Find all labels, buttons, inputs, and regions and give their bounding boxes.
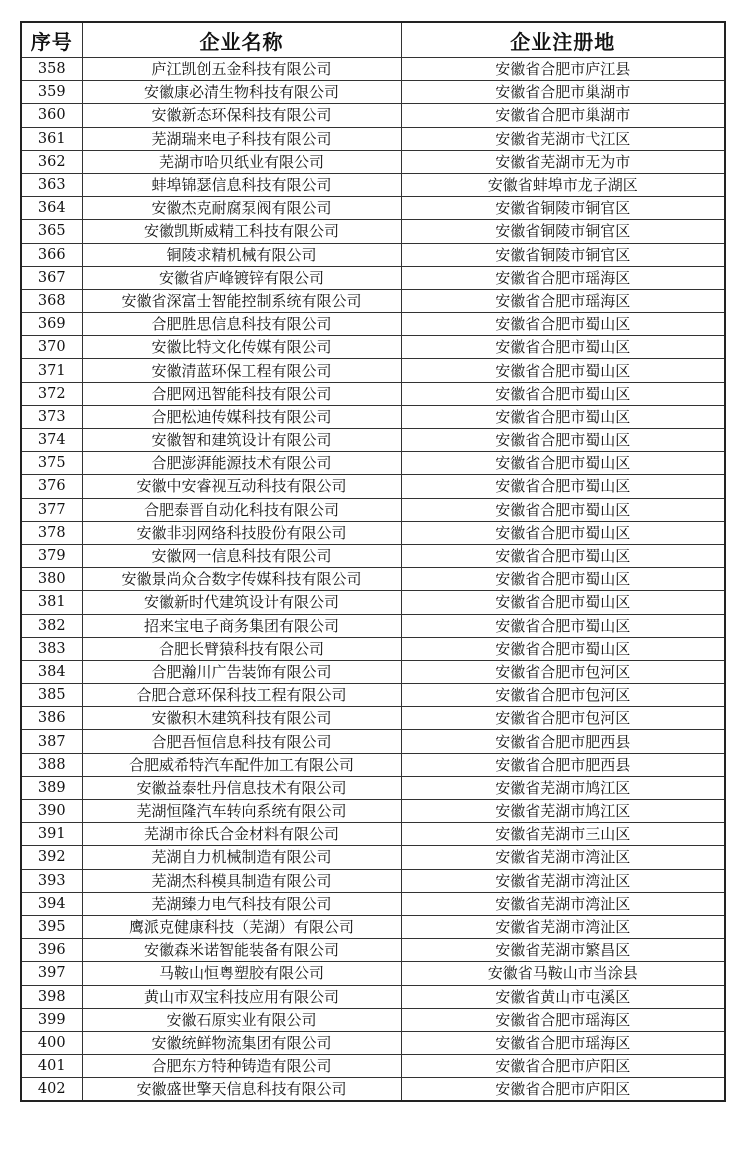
cell-company-name: 合肥松迪传媒科技有限公司 [82,405,401,428]
cell-company-name: 安徽益泰牡丹信息技术有限公司 [82,776,401,799]
table-row [21,707,725,730]
cell-serial-number: 384 [21,660,82,683]
cell-registered-location: 安徽省合肥市瑶海区 [401,1008,725,1031]
cell-serial-number: 401 [21,1055,82,1078]
table-row [21,521,725,544]
cell-serial-number: 381 [21,591,82,614]
cell-registered-location: 安徽省合肥市包河区 [401,684,725,707]
table-row [21,614,725,637]
cell-serial-number: 396 [21,939,82,962]
cell-company-name: 安徽新时代建筑设计有限公司 [82,591,401,614]
cell-registered-location: 安徽省芜湖市湾沚区 [401,869,725,892]
cell-company-name: 合肥东方特种铸造有限公司 [82,1055,401,1078]
cell-serial-number: 387 [21,730,82,753]
cell-serial-number: 388 [21,753,82,776]
cell-company-name: 合肥合意环保科技工程有限公司 [82,684,401,707]
cell-serial-number: 395 [21,915,82,938]
table-row [21,846,725,869]
cell-serial-number: 360 [21,104,82,127]
cell-company-name: 芜湖自力机械制造有限公司 [82,846,401,869]
cell-company-name: 安徽智和建筑设计有限公司 [82,429,401,452]
table-row [21,730,725,753]
cell-serial-number: 364 [21,197,82,220]
table-row [21,336,725,359]
cell-registered-location: 安徽省合肥市庐江县 [401,58,725,81]
cell-company-name: 黄山市双宝科技应用有限公司 [82,985,401,1008]
cell-registered-location: 安徽省合肥市蜀山区 [401,591,725,614]
cell-serial-number: 368 [21,289,82,312]
header-serial-number: 序号 [21,22,82,58]
cell-registered-location: 安徽省合肥市蜀山区 [401,568,725,591]
cell-company-name: 安徽清蓝环保工程有限公司 [82,359,401,382]
cell-serial-number: 359 [21,81,82,104]
cell-company-name: 安徽景尚众合数字传媒科技有限公司 [82,568,401,591]
cell-company-name: 马鞍山恒粤塑胶有限公司 [82,962,401,985]
cell-registered-location: 安徽省合肥市蜀山区 [401,498,725,521]
cell-registered-location: 安徽省蚌埠市龙子湖区 [401,173,725,196]
table-row [21,58,725,81]
cell-company-name: 安徽杰克耐腐泵阀有限公司 [82,197,401,220]
cell-serial-number: 399 [21,1008,82,1031]
cell-company-name: 芜湖市哈贝纸业有限公司 [82,150,401,173]
table-body [21,58,725,1102]
cell-company-name: 合肥网迅智能科技有限公司 [82,382,401,405]
cell-registered-location: 安徽省合肥市蜀山区 [401,475,725,498]
cell-serial-number: 397 [21,962,82,985]
cell-registered-location: 安徽省合肥市蜀山区 [401,637,725,660]
cell-serial-number: 365 [21,220,82,243]
cell-company-name: 鹰派克健康科技（芜湖）有限公司 [82,915,401,938]
cell-serial-number: 390 [21,800,82,823]
cell-company-name: 安徽石原实业有限公司 [82,1008,401,1031]
cell-company-name: 招来宝电子商务集团有限公司 [82,614,401,637]
cell-serial-number: 358 [21,58,82,81]
table-row [21,498,725,521]
header-registered-location: 企业注册地 [401,22,725,58]
cell-company-name: 蚌埠锦瑟信息科技有限公司 [82,173,401,196]
table-row [21,220,725,243]
cell-registered-location: 安徽省铜陵市铜官区 [401,243,725,266]
cell-registered-location: 安徽省芜湖市湾沚区 [401,915,725,938]
table-row [21,939,725,962]
cell-serial-number: 372 [21,382,82,405]
cell-company-name: 芜湖市徐氏合金材料有限公司 [82,823,401,846]
cell-company-name: 庐江凯创五金科技有限公司 [82,58,401,81]
cell-company-name: 安徽新态环保科技有限公司 [82,104,401,127]
cell-serial-number: 393 [21,869,82,892]
company-list-table [20,21,726,1102]
table-row [21,915,725,938]
table-row [21,962,725,985]
cell-registered-location: 安徽省铜陵市铜官区 [401,197,725,220]
cell-company-name: 合肥澎湃能源技术有限公司 [82,452,401,475]
header-company-name: 企业名称 [82,22,401,58]
cell-serial-number: 363 [21,173,82,196]
cell-registered-location: 安徽省合肥市蜀山区 [401,614,725,637]
table-row [21,359,725,382]
table-row [21,1055,725,1078]
cell-registered-location: 安徽省芜湖市三山区 [401,823,725,846]
cell-company-name: 合肥长臂猿科技有限公司 [82,637,401,660]
cell-serial-number: 369 [21,313,82,336]
table-row [21,1008,725,1031]
table-row [21,197,725,220]
cell-registered-location: 安徽省合肥市蜀山区 [401,429,725,452]
table-row [21,405,725,428]
cell-serial-number: 380 [21,568,82,591]
cell-registered-location: 安徽省合肥市瑶海区 [401,266,725,289]
cell-registered-location: 安徽省合肥市蜀山区 [401,313,725,336]
cell-company-name: 安徽中安睿视互动科技有限公司 [82,475,401,498]
table-row [21,544,725,567]
cell-registered-location: 安徽省芜湖市鸠江区 [401,776,725,799]
cell-serial-number: 373 [21,405,82,428]
table-row [21,800,725,823]
cell-serial-number: 361 [21,127,82,150]
cell-serial-number: 392 [21,846,82,869]
cell-registered-location: 安徽省马鞍山市当涂县 [401,962,725,985]
cell-serial-number: 389 [21,776,82,799]
table-row [21,127,725,150]
table-row [21,637,725,660]
cell-serial-number: 398 [21,985,82,1008]
cell-company-name: 安徽积木建筑科技有限公司 [82,707,401,730]
cell-registered-location: 安徽省合肥市包河区 [401,707,725,730]
table-row [21,104,725,127]
table-row [21,150,725,173]
cell-registered-location: 安徽省芜湖市繁昌区 [401,939,725,962]
table-row [21,776,725,799]
table-row [21,591,725,614]
cell-company-name: 铜陵求精机械有限公司 [82,243,401,266]
cell-company-name: 芜湖臻力电气科技有限公司 [82,892,401,915]
cell-serial-number: 391 [21,823,82,846]
cell-serial-number: 402 [21,1078,82,1102]
table-row [21,660,725,683]
cell-registered-location: 安徽省芜湖市湾沚区 [401,846,725,869]
table-row [21,429,725,452]
cell-serial-number: 385 [21,684,82,707]
cell-registered-location: 安徽省铜陵市铜官区 [401,220,725,243]
cell-registered-location: 安徽省合肥市巢湖市 [401,81,725,104]
cell-serial-number: 371 [21,359,82,382]
company-list-table-wrapper [20,21,724,1102]
table-row [21,684,725,707]
cell-serial-number: 377 [21,498,82,521]
table-row [21,452,725,475]
table-row [21,313,725,336]
table-row [21,243,725,266]
cell-company-name: 芜湖瑞来电子科技有限公司 [82,127,401,150]
cell-registered-location: 安徽省合肥市蜀山区 [401,405,725,428]
cell-company-name: 芜湖杰科模具制造有限公司 [82,869,401,892]
table-row [21,1078,725,1102]
cell-serial-number: 370 [21,336,82,359]
cell-registered-location: 安徽省合肥市蜀山区 [401,382,725,405]
cell-company-name: 合肥威希特汽车配件加工有限公司 [82,753,401,776]
cell-registered-location: 安徽省合肥市蜀山区 [401,452,725,475]
cell-registered-location: 安徽省黄山市屯溪区 [401,985,725,1008]
table-row [21,1031,725,1054]
table-row [21,382,725,405]
cell-registered-location: 安徽省合肥市蜀山区 [401,544,725,567]
table-row [21,81,725,104]
table-row [21,266,725,289]
table-row [21,985,725,1008]
cell-registered-location: 安徽省芜湖市湾沚区 [401,892,725,915]
cell-company-name: 安徽康必清生物科技有限公司 [82,81,401,104]
table-row [21,753,725,776]
cell-serial-number: 374 [21,429,82,452]
table-row [21,823,725,846]
cell-company-name: 安徽统鲜物流集团有限公司 [82,1031,401,1054]
cell-company-name: 合肥吾恒信息科技有限公司 [82,730,401,753]
cell-serial-number: 379 [21,544,82,567]
cell-registered-location: 安徽省合肥市庐阳区 [401,1078,725,1102]
cell-serial-number: 378 [21,521,82,544]
cell-company-name: 安徽网一信息科技有限公司 [82,544,401,567]
cell-registered-location: 安徽省合肥市蜀山区 [401,359,725,382]
cell-registered-location: 安徽省合肥市肥西县 [401,753,725,776]
cell-serial-number: 367 [21,266,82,289]
cell-serial-number: 394 [21,892,82,915]
cell-serial-number: 383 [21,637,82,660]
cell-registered-location: 安徽省合肥市包河区 [401,660,725,683]
cell-company-name: 合肥胜思信息科技有限公司 [82,313,401,336]
cell-company-name: 安徽森米诺智能装备有限公司 [82,939,401,962]
cell-registered-location: 安徽省合肥市蜀山区 [401,336,725,359]
cell-company-name: 安徽凯斯威精工科技有限公司 [82,220,401,243]
cell-company-name: 芜湖恒隆汽车转向系统有限公司 [82,800,401,823]
cell-serial-number: 400 [21,1031,82,1054]
cell-registered-location: 安徽省合肥市瑶海区 [401,1031,725,1054]
cell-registered-location: 安徽省合肥市蜀山区 [401,521,725,544]
cell-serial-number: 375 [21,452,82,475]
cell-company-name: 安徽盛世擎天信息科技有限公司 [82,1078,401,1102]
cell-company-name: 安徽非羽网络科技股份有限公司 [82,521,401,544]
table-row [21,173,725,196]
cell-registered-location: 安徽省芜湖市弋江区 [401,127,725,150]
cell-company-name: 安徽省庐峰镀锌有限公司 [82,266,401,289]
header-row [21,22,725,58]
cell-serial-number: 366 [21,243,82,266]
cell-registered-location: 安徽省合肥市巢湖市 [401,104,725,127]
table-row [21,568,725,591]
table-row [21,892,725,915]
cell-registered-location: 安徽省合肥市庐阳区 [401,1055,725,1078]
cell-company-name: 合肥瀚川广告装饰有限公司 [82,660,401,683]
cell-serial-number: 376 [21,475,82,498]
cell-company-name: 安徽比特文化传媒有限公司 [82,336,401,359]
cell-serial-number: 386 [21,707,82,730]
table-row [21,475,725,498]
cell-registered-location: 安徽省芜湖市鸠江区 [401,800,725,823]
cell-company-name: 合肥泰晋自动化科技有限公司 [82,498,401,521]
table-row [21,289,725,312]
cell-serial-number: 362 [21,150,82,173]
cell-registered-location: 安徽省合肥市肥西县 [401,730,725,753]
table-row [21,869,725,892]
cell-serial-number: 382 [21,614,82,637]
cell-company-name: 安徽省深富士智能控制系统有限公司 [82,289,401,312]
cell-registered-location: 安徽省合肥市瑶海区 [401,289,725,312]
cell-registered-location: 安徽省芜湖市无为市 [401,150,725,173]
table-header [21,22,725,58]
